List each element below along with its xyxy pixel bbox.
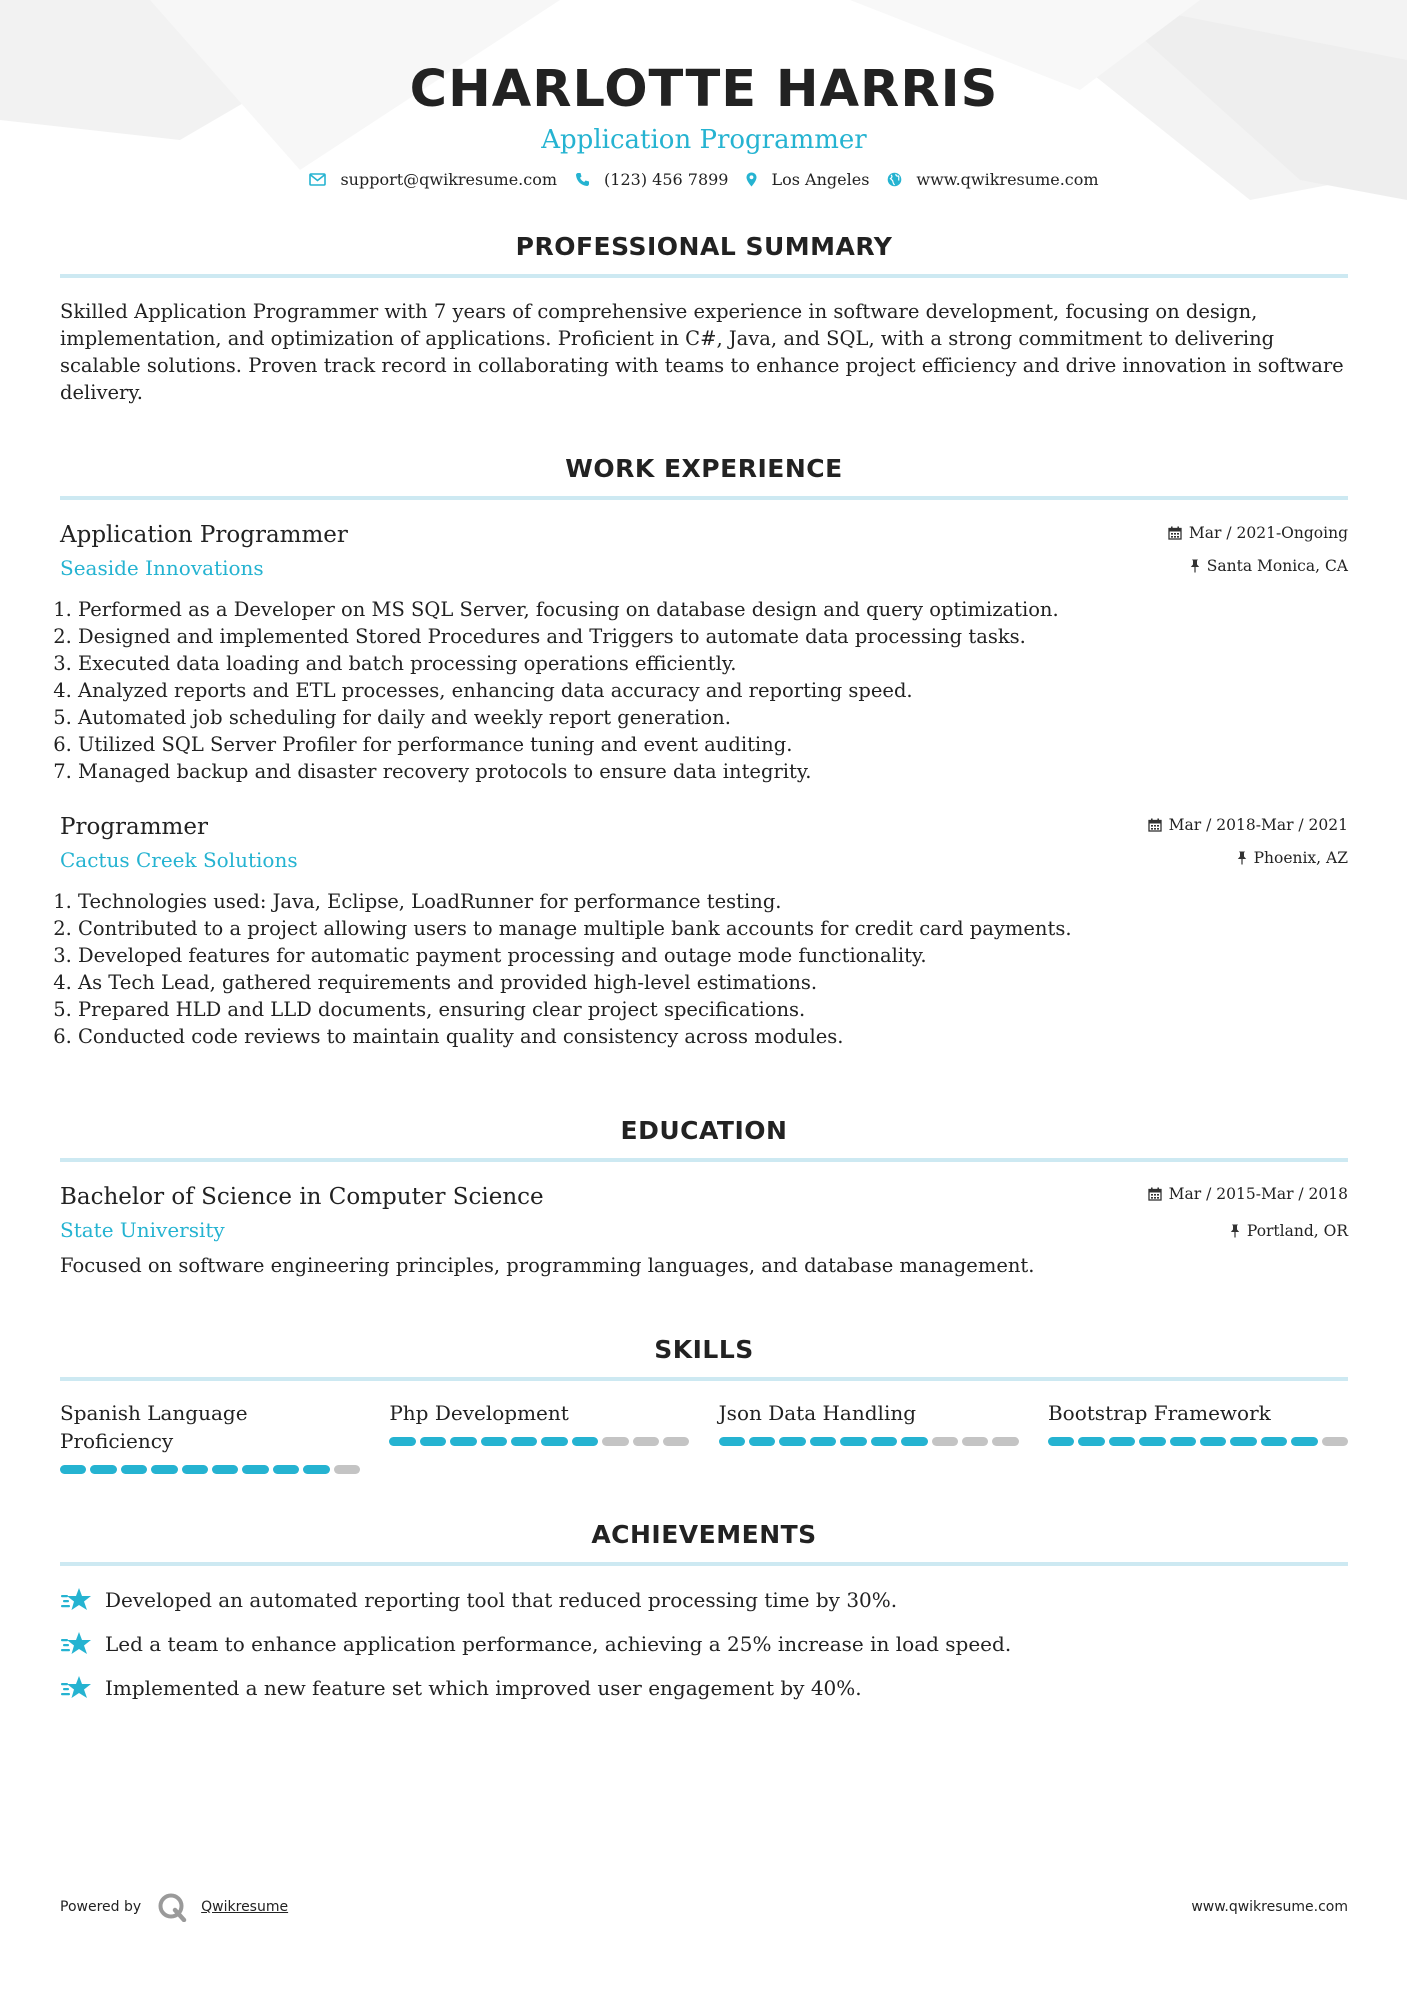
pushpin-icon <box>1230 1224 1240 1238</box>
pushpin-icon <box>1190 559 1200 573</box>
skill-segment-empty <box>1322 1437 1348 1446</box>
job-dates <box>1148 815 1348 835</box>
map-marker-icon <box>746 172 757 187</box>
skill-segment-filled <box>719 1437 745 1446</box>
page-footer <box>60 1892 1348 1922</box>
section-divider <box>60 1377 1348 1381</box>
job-title: Application Programmer <box>60 522 348 548</box>
skill-segment-filled <box>572 1437 598 1446</box>
skill-segment-filled <box>810 1437 836 1446</box>
list-item: 2. Contributed to a project allowing users to manage multiple bank accounts for credit card payments. <box>78 915 1348 942</box>
calendar-icon <box>1168 526 1182 540</box>
shooting-star-icon <box>60 1630 93 1658</box>
calendar-icon <box>1148 1187 1162 1201</box>
education-location-text: Portland, OR <box>1246 1222 1348 1240</box>
job-entry <box>60 520 1348 785</box>
section-divider <box>60 1562 1348 1566</box>
company-name: Seaside Innovations <box>60 556 264 580</box>
education-dates-text: Mar / 2015-Mar / 2018 <box>1168 1185 1348 1203</box>
list-item: 1. Performed as a Developer on MS SQL Server, focusing on database design and query optimization. <box>78 596 1348 623</box>
skill-segment-empty <box>663 1437 689 1446</box>
education-dates <box>1148 1184 1348 1204</box>
phone-text: (123) 456 7899 <box>604 170 729 189</box>
skill-segment-filled <box>1139 1437 1165 1446</box>
job-title: Programmer <box>60 814 208 840</box>
skill-item <box>60 1399 360 1474</box>
job-dates-text: Mar / 2018-Mar / 2021 <box>1168 816 1348 834</box>
skill-item <box>389 1399 689 1474</box>
powered-by-label: Powered by <box>60 1899 142 1915</box>
skill-segment-empty <box>962 1437 988 1446</box>
shooting-star-icon <box>60 1586 93 1614</box>
skill-name: Spanish Language Proficiency <box>60 1401 248 1453</box>
skills-heading: SKILLS <box>654 1335 754 1364</box>
skill-segment-filled <box>1261 1437 1287 1446</box>
skill-segment-filled <box>151 1465 177 1474</box>
skill-level-bar <box>60 1465 360 1474</box>
job-responsibilities <box>60 596 1348 785</box>
skills-list <box>60 1399 1348 1474</box>
skill-segment-filled <box>1048 1437 1074 1446</box>
envelope-icon <box>309 173 326 186</box>
resume-page <box>60 0 1348 1718</box>
job-dates <box>1168 523 1348 543</box>
skill-segment-filled <box>182 1465 208 1474</box>
skill-segment-filled <box>212 1465 238 1474</box>
skill-segment-filled <box>273 1465 299 1474</box>
list-item: 4. Analyzed reports and ETL processes, enhancing data accuracy and reporting speed. <box>78 677 1348 704</box>
skill-segment-filled <box>450 1437 476 1446</box>
skill-segment-filled <box>1170 1437 1196 1446</box>
achievement-item <box>60 1674 1348 1702</box>
job-location-text: Phoenix, AZ <box>1253 849 1348 867</box>
skill-name: Php Development <box>389 1401 569 1425</box>
section-divider <box>60 1158 1348 1162</box>
list-item: 6. Utilized SQL Server Profiler for performance tuning and event auditing. <box>78 731 1348 758</box>
achievement-item <box>60 1586 1348 1614</box>
skill-segment-filled <box>840 1437 866 1446</box>
section-divider <box>60 274 1348 278</box>
achievements-section <box>60 1520 1348 1702</box>
brand-link[interactable]: Qwikresume <box>201 1899 289 1915</box>
education-location <box>1148 1221 1348 1241</box>
skill-level-bar <box>389 1437 689 1446</box>
website-text: www.qwikresume.com <box>916 170 1099 189</box>
location-text: Los Angeles <box>771 170 870 189</box>
experience-heading: WORK EXPERIENCE <box>565 454 843 483</box>
job-location <box>1148 848 1348 868</box>
summary-text: Skilled Application Programmer with 7 years of comprehensive experience in software development, focusing on design, implementation, and optimization of applications. Proficient in C#, Java, and SQL, with a strong commitment to delivering scalable solutions. Proven track record in collaborating with teams to enhance project efficiency and drive innovation in software delivery. <box>60 300 1344 404</box>
skill-segment-filled <box>420 1437 446 1446</box>
job-dates-text: Mar / 2021-Ongoing <box>1188 524 1348 542</box>
list-item: 7. Managed backup and disaster recovery protocols to ensure data integrity. <box>78 758 1348 785</box>
contact-email[interactable] <box>309 170 557 189</box>
skill-segment-filled <box>1078 1437 1104 1446</box>
experience-section <box>60 454 1348 1050</box>
skill-segment-filled <box>60 1465 86 1474</box>
achievements-list <box>60 1586 1348 1702</box>
skill-segment-filled <box>389 1437 415 1446</box>
skill-segment-filled <box>90 1465 116 1474</box>
achievement-text: Led a team to enhance application performance, achieving a 25% increase in load speed. <box>105 1632 1012 1656</box>
school-name: State University <box>60 1218 225 1242</box>
shooting-star-icon <box>60 1674 93 1702</box>
list-item: 3. Developed features for automatic payment processing and outage mode functionality. <box>78 942 1348 969</box>
phone-icon <box>575 172 590 187</box>
skill-item <box>1048 1399 1348 1474</box>
skill-segment-filled <box>1230 1437 1256 1446</box>
qwikresume-logo-icon <box>157 1892 187 1922</box>
skill-segment-filled <box>779 1437 805 1446</box>
summary-heading: PROFESSIONAL SUMMARY <box>515 232 893 261</box>
job-responsibilities <box>60 888 1348 1050</box>
skill-level-bar <box>719 1437 1019 1446</box>
skill-segment-empty <box>932 1437 958 1446</box>
skills-section <box>60 1335 1348 1474</box>
calendar-icon <box>1148 818 1162 832</box>
skill-item <box>719 1399 1019 1474</box>
achievement-text: Implemented a new feature set which improved user engagement by 40%. <box>105 1676 862 1700</box>
list-item: 3. Executed data loading and batch processing operations efficiently. <box>78 650 1348 677</box>
list-item: 6. Conducted code reviews to maintain quality and consistency across modules. <box>78 1023 1348 1050</box>
achievement-item <box>60 1630 1348 1658</box>
skill-segment-filled <box>541 1437 567 1446</box>
skill-segment-filled <box>1109 1437 1135 1446</box>
skill-segment-filled <box>749 1437 775 1446</box>
achievements-heading: ACHIEVEMENTS <box>591 1520 817 1549</box>
job-location <box>1168 556 1348 576</box>
footer-website-link[interactable]: www.qwikresume.com <box>1191 1899 1348 1915</box>
skill-segment-filled <box>481 1437 507 1446</box>
skill-segment-empty <box>602 1437 628 1446</box>
job-location-text: Santa Monica, CA <box>1206 557 1348 575</box>
skill-segment-filled <box>1291 1437 1317 1446</box>
company-name: Cactus Creek Solutions <box>60 848 298 872</box>
list-item: 2. Designed and implemented Stored Procedures and Triggers to automate data processing tasks. <box>78 623 1348 650</box>
skill-name: Json Data Handling <box>718 1401 917 1425</box>
contact-website[interactable] <box>887 170 1098 189</box>
candidate-title: Application Programmer <box>541 125 867 155</box>
degree-title: Bachelor of Science in Computer Science <box>60 1184 544 1210</box>
list-item: 4. As Tech Lead, gathered requirements and provided high-level estimations. <box>78 969 1348 996</box>
contact-phone[interactable] <box>575 170 728 189</box>
skill-segment-filled <box>303 1465 329 1474</box>
skill-segment-filled <box>121 1465 147 1474</box>
skill-segment-filled <box>871 1437 897 1446</box>
contact-bar <box>60 170 1348 189</box>
section-divider <box>60 496 1348 500</box>
skill-segment-filled <box>242 1465 268 1474</box>
summary-section <box>60 232 1348 406</box>
skill-name: Bootstrap Framework <box>1047 1401 1271 1425</box>
pushpin-icon <box>1237 851 1247 865</box>
email-text: support@qwikresume.com <box>340 170 558 189</box>
achievement-text: Developed an automated reporting tool that reduced processing time by 30%. <box>105 1588 898 1612</box>
education-entry <box>60 1182 1348 1279</box>
skill-segment-filled <box>511 1437 537 1446</box>
job-entry <box>60 812 1348 1050</box>
contact-location <box>746 170 869 189</box>
skill-segment-empty <box>992 1437 1018 1446</box>
candidate-name: CHARLOTTE HARRIS <box>409 60 999 119</box>
education-heading: EDUCATION <box>620 1116 788 1145</box>
list-item: 5. Prepared HLD and LLD documents, ensuring clear project specifications. <box>78 996 1348 1023</box>
skill-segment-empty <box>334 1465 360 1474</box>
list-item: 5. Automated job scheduling for daily and weekly report generation. <box>78 704 1348 731</box>
globe-icon <box>887 172 902 187</box>
education-section <box>60 1116 1348 1279</box>
list-item: 1. Technologies used: Java, Eclipse, LoadRunner for performance testing. <box>78 888 1348 915</box>
skill-segment-empty <box>633 1437 659 1446</box>
education-description: Focused on software engineering principles, programming languages, and database management. <box>60 1254 1035 1277</box>
skill-segment-filled <box>1200 1437 1226 1446</box>
resume-header <box>60 0 1348 189</box>
skill-segment-filled <box>901 1437 927 1446</box>
skill-level-bar <box>1048 1437 1348 1446</box>
